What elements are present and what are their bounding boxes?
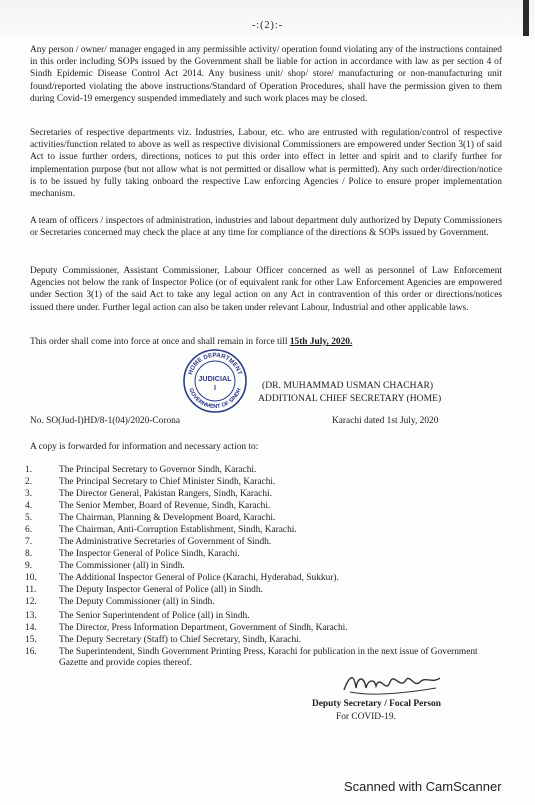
paragraph-violations: Any person / owner/ manager engaged in any permissible activity/ operation found violating any of the instructions contained in this order including SOPs issued by the Government shall be liable for action in accordance with law as per section 4 of Sindh Epidemic Disease Control Act 2014. Any business unit/ shop/ store/ manufacturing or non-manufacturing unit found/reported violating the above instructions/Standard of Operation Procedures, shall have the permission given to them during Covid-19 emergency suspended immediately and such work places may be closed.	[30, 45, 502, 104]
deputy-secretary-title: Deputy Secretary / Focal Person	[312, 699, 441, 709]
paragraph-effective-date	[30, 336, 502, 348]
effective-date: 15th July, 2020.	[289, 337, 353, 347]
svg-text:HOME DEPARTMENT	[187, 352, 243, 376]
stamp-ring-top: HOME DEPARTMENT	[186, 351, 244, 376]
scan-top-band	[0, 0, 535, 38]
document-page: -:(2):- Any person / owner/ manager engaged in any permissible activity/ operation found violating any of the instructions contained in this order including SOPs issued by the Government shall be liable for action in accordance with law as per section 4 of Sindh Epidemic Disease Control Act 2014. Any business unit/ shop/ store/ manufacturing or non-manufacturing unit found/reported violating the above instructions/Standard of Operation Procedures, shall have the permission given to them during Covid-19 emergency suspended immediately and such work places may be closed. Secretaries of respective departments viz. Industries, Labour, etc. who are entrusted with regulation/control of respective activities/function related to above as well as respective divisional Commissioners are empowered under Section 3(1) of said Act to issue further orders, directions, notices to put this order into effect in letter and spirit and to clarify further for implementation purpose (but not allow what is not permitted or disallow what is permitted). Any such order/direction/notice is to be issued by fully taking onboard the respective Law enforcing Agencies / Police to ensure proper implementation mechanism. A team of officers / inspectors of administration, industries and labout department duly authorized by Deputy Commissioners or Secretaries concerned may check the place at any time for compliance of the directions & SOPs issued by Government. Deputy Commissioner, Assistant Commissioner, Labour Officer concerned as well as personnel of Law Enforcement Agencies not below the rank of Inspector Police (or of equivalent rank for other Law Enforcement Agencies are empowered under Section 3(1) of the said Act to take any legal action on any Act in contravention of this order or directions/notices issued there under. Further legal action can also be taken under relevant Labour, Industrial and other applicable laws. This order shall come into force at once and shall remain in force till 15th July, 2020. HOME DEPARTMENT GOVERNMENT OF SINDH JUDICIAL I (DR. MUHAMMAD USMAN CHACHAR) ADDITIONAL CHIEF SECRETARY (HOME) No. SO(Jud-I)HD/8-1(04)/2020-Corona Karachi dated 1st July, 2020 A copy is forwarded for information and necessary action to: 1. The Principal Secretary to Governor Sindh, Karachi. 2. The Principal Secretary to Chief Minister Sindh, Karachi. 3. The Director General, Pakistan Rangers, Sindh, Karachi. 4. The Senior Member, Board of Revenue, Sindh, Karachi. 5. The Chairman, Planning & Development Board, Karachi. 6. The Chairman, Anti-Corruption Establishment, Sindh, Karachi. 7. The Administrative Secretaries of Government of Sindh. 8. The Inspector General of Police Sindh, Karachi. 9. The Commissioner (all) in Sindh. 10. The Additional Inspector General of Police (Karachi, Hyderabad, Sukkur). 11. The Deputy Inspector General of Police (all) in Sindh. 12. The Deputy Commissioner (all) in Sindh. 13. The Senior Superintendent of Police (all) in Sindh. 14. The Director, Press Information Department, Government of Sindh, Karachi. 15. The Deputy Secretary (Staff) to Chief Secretary, Sindh, Karachi. 16. The Superintendent, Sindh Government Printing Press, Karachi for publication in the next issue of Government Gazette and provide copies thereof. Deputy Secretary / Focal Person For COVID-19. Scanned with CamScanner	[0, 0, 535, 805]
reference-number: No. SO(Jud-I)HD/8-1(04)/2020-Corona	[30, 416, 180, 426]
handwritten-signature	[340, 668, 450, 698]
home-department-stamp	[182, 348, 248, 414]
effective-date-prefix: This order shall come into force at once and shall remain in force till	[30, 337, 290, 347]
page-number: -:(2):-	[252, 20, 283, 31]
paragraph-secretaries: Secretaries of respective departments viz. Industries, Labour, etc. who are entrusted with regulation/control of respective activities/function related to above as well as respective divisional Commissioners are empowered under Section 3(1) of said Act to issue further orders, directions, notices to put this order into effect in letter and spirit and to clarify further for implementation purpose (but not allow what is not permitted or disallow what is permitted). Any such order/direction/notice is to be issued by fully taking onboard the respective Law enforcing Agencies / Police to ensure proper implementation mechanism.	[30, 128, 502, 200]
paragraph-legal-action: Deputy Commissioner, Assistant Commissioner, Labour Officer concerned as well as personnel of Law Enforcement Agencies not below the rank of Inspector Police (or of equivalent rank for other Law Enforcement Agencies are empowered under Section 3(1) of the said Act to take any legal action on any Act in contravention of this order or directions/notices issued there under. Further legal action can also be taken under relevant Labour, Industrial and other applicable laws.	[30, 266, 502, 313]
stamp-center-numeral: I	[214, 385, 216, 392]
copy-forward-intro: A copy is forwarded for information and necessary action to:	[30, 442, 259, 452]
signatory-name: (DR. MUHAMMAD USMAN CHACHAR)	[262, 380, 434, 391]
signatory-title: ADDITIONAL CHIEF SECRETARY (HOME)	[258, 393, 442, 404]
stamp-center-text: JUDICIAL	[198, 374, 232, 383]
paragraph-inspection-team: A team of officers / inspectors of administration, industries and labout department duly authorized by Deputy Commissioners or Secretaries concerned may check the place at any time for compliance of the directions & SOPs issued by Government.	[30, 216, 502, 239]
scanner-watermark: Scanned with CamScanner	[344, 779, 502, 794]
stamp-ring-bottom: GOVERNMENT OF SINDH	[187, 387, 243, 411]
deputy-secretary-subtitle: For COVID-19.	[336, 712, 396, 722]
reference-date: Karachi dated 1st July, 2020	[332, 416, 439, 426]
